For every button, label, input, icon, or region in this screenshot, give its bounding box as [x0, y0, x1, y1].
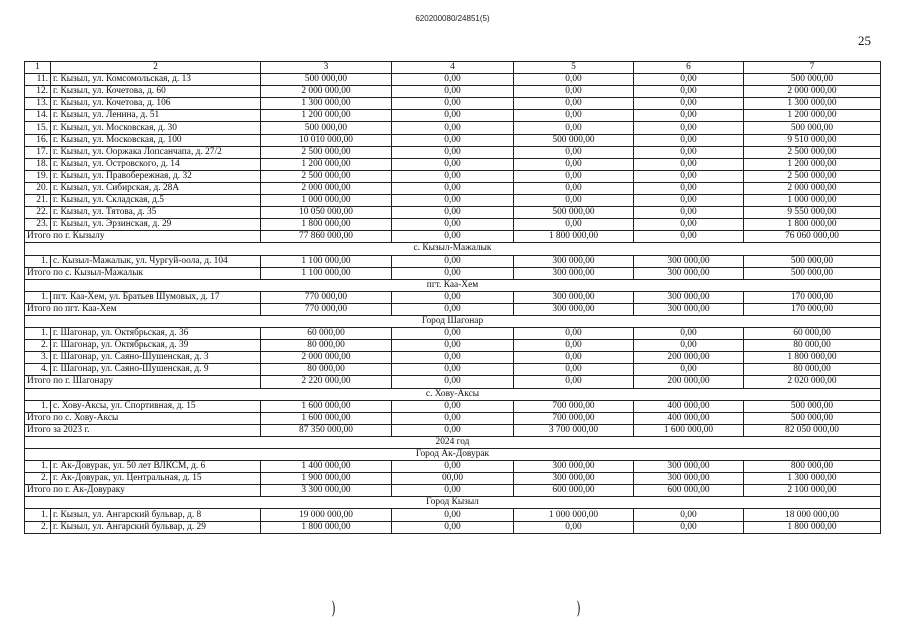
- amount-cell: 400 000,00: [634, 400, 744, 412]
- amount-cell: 500 000,00: [744, 74, 881, 86]
- amount-cell: 0,00: [392, 485, 514, 497]
- table-row: [25, 219, 881, 231]
- amount-cell: 1 200 000,00: [261, 110, 392, 122]
- table-row: [25, 461, 881, 473]
- amount-cell: 0,00: [514, 110, 634, 122]
- section-header-row: [25, 315, 881, 327]
- row-number: 1.: [25, 255, 51, 267]
- section-header-row: [25, 497, 881, 509]
- amount-cell: 2 000 000,00: [261, 86, 392, 98]
- total-label: Итого по с. Кызыл-Мажалык: [25, 267, 261, 279]
- table-row: [25, 352, 881, 364]
- amount-cell: 400 000,00: [634, 412, 744, 424]
- amount-cell: 300 000,00: [634, 291, 744, 303]
- section-header-row: [25, 436, 881, 448]
- row-number: 21.: [25, 195, 51, 207]
- table-row: [25, 195, 881, 207]
- footer-marks: [0, 598, 905, 628]
- amount-cell: 0,00: [634, 207, 744, 219]
- amount-cell: 2 000 000,00: [261, 352, 392, 364]
- total-label: Итого по г. Шагонару: [25, 376, 261, 388]
- address-cell: г. Кызыл, ул. Московская, д. 100: [51, 134, 261, 146]
- address-cell: г. Кызыл, ул. Ангарский бульвар, д. 29: [51, 521, 261, 533]
- row-number: 15.: [25, 122, 51, 134]
- total-row: [25, 267, 881, 279]
- address-cell: г. Шагонар, ул. Октябрьская, д. 36: [51, 328, 261, 340]
- total-row: [25, 424, 881, 436]
- address-cell: г. Кызыл, ул. Ленина, д. 51: [51, 110, 261, 122]
- amount-cell: 600 000,00: [634, 485, 744, 497]
- handwritten-mark: ): [576, 598, 581, 619]
- amount-cell: 0,00: [634, 231, 744, 243]
- amount-cell: 0,00: [634, 98, 744, 110]
- amount-cell: 0,00: [634, 521, 744, 533]
- amount-cell: 500 000,00: [514, 207, 634, 219]
- header-cell: 1: [25, 62, 51, 74]
- amount-cell: 0,00: [392, 424, 514, 436]
- amount-cell: 0,00: [392, 364, 514, 376]
- row-number: 1.: [25, 509, 51, 521]
- amount-cell: 0,00: [514, 340, 634, 352]
- amount-cell: 0,00: [392, 98, 514, 110]
- total-row: [25, 231, 881, 243]
- table-row: [25, 291, 881, 303]
- amount-cell: 0,00: [392, 182, 514, 194]
- amount-cell: 2 220 000,00: [261, 376, 392, 388]
- amount-cell: 0,00: [392, 231, 514, 243]
- amount-cell: 0,00: [514, 98, 634, 110]
- total-row: [25, 412, 881, 424]
- amount-cell: 0,00: [634, 364, 744, 376]
- amount-cell: 2 000 000,00: [744, 182, 881, 194]
- amount-cell: 0,00: [514, 195, 634, 207]
- row-number: 1.: [25, 291, 51, 303]
- amount-cell: 1 600 000,00: [261, 412, 392, 424]
- amount-cell: 500 000,00: [744, 412, 881, 424]
- row-number: 2.: [25, 473, 51, 485]
- table-row: [25, 110, 881, 122]
- amount-cell: 200 000,00: [634, 376, 744, 388]
- table-row: [25, 122, 881, 134]
- amount-cell: 9 510 000,00: [744, 134, 881, 146]
- section-title: Город Ак-Довурак: [25, 449, 881, 461]
- total-label: Итого за 2023 г.: [25, 424, 261, 436]
- table-row: [25, 98, 881, 110]
- section-title: с. Хову-Аксы: [25, 388, 881, 400]
- amount-cell: 0,00: [392, 412, 514, 424]
- row-number: 19.: [25, 170, 51, 182]
- amount-cell: 82 050 000,00: [744, 424, 881, 436]
- amount-cell: 0,00: [514, 158, 634, 170]
- table-row: [25, 158, 881, 170]
- amount-cell: 500 000,00: [744, 267, 881, 279]
- amount-cell: 2 000 000,00: [744, 86, 881, 98]
- amount-cell: 770 000,00: [261, 291, 392, 303]
- amount-cell: 0,00: [392, 328, 514, 340]
- amount-cell: 0,00: [634, 509, 744, 521]
- amount-cell: 500 000,00: [744, 400, 881, 412]
- amount-cell: 3 700 000,00: [514, 424, 634, 436]
- amount-cell: 2 500 000,00: [261, 146, 392, 158]
- amount-cell: 170 000,00: [744, 291, 881, 303]
- amount-cell: 0,00: [392, 376, 514, 388]
- header-cell: 3: [261, 62, 392, 74]
- address-cell: г. Шагонар, ул. Октябрьская, д. 39: [51, 340, 261, 352]
- amount-cell: 0,00: [514, 376, 634, 388]
- address-cell: г. Кызыл, ул. Московская, д. 30: [51, 122, 261, 134]
- table-row: [25, 134, 881, 146]
- amount-cell: 0,00: [392, 170, 514, 182]
- table-row: [25, 207, 881, 219]
- amount-cell: 60 000,00: [261, 328, 392, 340]
- table-body: [25, 62, 881, 534]
- amount-cell: 0,00: [634, 134, 744, 146]
- amount-cell: 0,00: [392, 74, 514, 86]
- amount-cell: 10 050 000,00: [261, 207, 392, 219]
- amount-cell: 0,00: [392, 303, 514, 315]
- section-header-row: [25, 388, 881, 400]
- amount-cell: 2 500 000,00: [261, 170, 392, 182]
- amount-cell: 77 860 000,00: [261, 231, 392, 243]
- address-cell: с. Кызыл-Мажалык, ул. Чургуй-оола, д. 104: [51, 255, 261, 267]
- row-number: 17.: [25, 146, 51, 158]
- address-cell: г. Кызыл, ул. Кочетова, д. 106: [51, 98, 261, 110]
- amount-cell: 2 000 000,00: [261, 182, 392, 194]
- amount-cell: 2 100 000,00: [744, 485, 881, 497]
- amount-cell: 300 000,00: [634, 303, 744, 315]
- amount-cell: 0,00: [392, 352, 514, 364]
- row-number: 4.: [25, 364, 51, 376]
- amount-cell: 2 020 000,00: [744, 376, 881, 388]
- amount-cell: 0,00: [392, 207, 514, 219]
- amount-cell: 300 000,00: [634, 473, 744, 485]
- amount-cell: 0,00: [392, 122, 514, 134]
- total-label: Итого по пгт. Каа-Хем: [25, 303, 261, 315]
- amount-cell: 0,00: [392, 146, 514, 158]
- amount-cell: 0,00: [514, 86, 634, 98]
- address-cell: г. Шагонар, ул. Саяно-Шушенская, д. 9: [51, 364, 261, 376]
- row-number: 2.: [25, 521, 51, 533]
- amount-cell: 80 000,00: [744, 364, 881, 376]
- amount-cell: 300 000,00: [514, 473, 634, 485]
- address-cell: г. Шагонар, ул. Саяно-Шушенская, д. 3: [51, 352, 261, 364]
- amount-cell: 0,00: [392, 521, 514, 533]
- header-row: [25, 62, 881, 74]
- amount-cell: 1 100 000,00: [261, 267, 392, 279]
- total-label: Итого по с. Хову-Аксы: [25, 412, 261, 424]
- header-cell: 2: [51, 62, 261, 74]
- address-cell: г. Кызыл, ул. Ооржака Лопсанчапа, д. 27/2: [51, 146, 261, 158]
- amount-cell: 0,00: [392, 134, 514, 146]
- amount-cell: 1 300 000,00: [744, 473, 881, 485]
- amount-cell: 0,00: [392, 110, 514, 122]
- section-title: Город Кызыл: [25, 497, 881, 509]
- amount-cell: 18 000 000,00: [744, 509, 881, 521]
- amount-cell: 300 000,00: [514, 255, 634, 267]
- section-header-row: [25, 279, 881, 291]
- amount-cell: 2 500 000,00: [744, 170, 881, 182]
- header-cell: 4: [392, 62, 514, 74]
- amount-cell: 300 000,00: [514, 461, 634, 473]
- address-cell: г. Кызыл, ул. Кочетова, д. 60: [51, 86, 261, 98]
- amount-cell: 0,00: [392, 158, 514, 170]
- row-number: 16.: [25, 134, 51, 146]
- row-number: 1.: [25, 328, 51, 340]
- amount-cell: 0,00: [392, 219, 514, 231]
- amount-cell: 300 000,00: [634, 267, 744, 279]
- header-cell: 5: [514, 62, 634, 74]
- address-cell: г. Ак-Довурак, ул. 50 лет ВЛКСМ, д. 6: [51, 461, 261, 473]
- table-row: [25, 74, 881, 86]
- row-number: 11.: [25, 74, 51, 86]
- row-number: 22.: [25, 207, 51, 219]
- table-row: [25, 509, 881, 521]
- amount-cell: 0,00: [634, 74, 744, 86]
- row-number: 18.: [25, 158, 51, 170]
- amount-cell: 1 800 000,00: [744, 521, 881, 533]
- amount-cell: 300 000,00: [514, 303, 634, 315]
- amount-cell: 200 000,00: [634, 352, 744, 364]
- amount-cell: 770 000,00: [261, 303, 392, 315]
- row-number: 13.: [25, 98, 51, 110]
- amount-cell: 00,00: [392, 473, 514, 485]
- amount-cell: 1 100 000,00: [261, 255, 392, 267]
- amount-cell: 0,00: [392, 291, 514, 303]
- amount-cell: 80 000,00: [744, 340, 881, 352]
- amount-cell: 1 300 000,00: [744, 98, 881, 110]
- amount-cell: 1 800 000,00: [514, 231, 634, 243]
- amount-cell: 1 800 000,00: [744, 219, 881, 231]
- amount-cell: 800 000,00: [744, 461, 881, 473]
- amount-cell: 19 000 000,00: [261, 509, 392, 521]
- amount-cell: 2 500 000,00: [744, 146, 881, 158]
- amount-cell: 1 200 000,00: [744, 158, 881, 170]
- address-cell: г. Кызыл, ул. Ангарский бульвар, д. 8: [51, 509, 261, 521]
- amount-cell: 0,00: [514, 170, 634, 182]
- amount-cell: 0,00: [392, 400, 514, 412]
- table-row: [25, 255, 881, 267]
- table-row: [25, 170, 881, 182]
- handwritten-mark: ): [331, 598, 336, 619]
- amount-cell: 0,00: [392, 461, 514, 473]
- address-cell: г. Ак-Довурак, ул. Центральная, д. 15: [51, 473, 261, 485]
- amount-cell: 0,00: [514, 74, 634, 86]
- section-title: пгт. Каа-Хем: [25, 279, 881, 291]
- amount-cell: 10 010 000,00: [261, 134, 392, 146]
- amount-cell: 500 000,00: [261, 122, 392, 134]
- row-number: 14.: [25, 110, 51, 122]
- address-cell: г. Кызыл, ул. Тятова, д. 35: [51, 207, 261, 219]
- page-number: 25: [858, 33, 871, 48]
- amount-cell: 700 000,00: [514, 400, 634, 412]
- amount-cell: 0,00: [392, 86, 514, 98]
- amount-cell: 1 800 000,00: [744, 352, 881, 364]
- address-cell: г. Кызыл, ул. Правобережная, д. 32: [51, 170, 261, 182]
- amount-cell: 500 000,00: [514, 134, 634, 146]
- amount-cell: 80 000,00: [261, 364, 392, 376]
- amount-cell: 0,00: [634, 110, 744, 122]
- amount-cell: 1 300 000,00: [261, 98, 392, 110]
- address-cell: пгт. Каа-Хем, ул. Братьев Шумовых, д. 17: [51, 291, 261, 303]
- amount-cell: 500 000,00: [744, 122, 881, 134]
- address-cell: г. Кызыл, ул. Комсомольская, д. 13: [51, 74, 261, 86]
- amount-cell: 0,00: [514, 364, 634, 376]
- total-row: [25, 485, 881, 497]
- amount-cell: 300 000,00: [514, 291, 634, 303]
- row-number: 1.: [25, 461, 51, 473]
- header-cell: 7: [744, 62, 881, 74]
- amount-cell: 9 550 000,00: [744, 207, 881, 219]
- amount-cell: 300 000,00: [514, 267, 634, 279]
- document-id: 620200080/24851(5): [415, 14, 490, 23]
- amount-cell: 1 200 000,00: [744, 110, 881, 122]
- amount-cell: 60 000,00: [744, 328, 881, 340]
- section-title: с. Кызыл-Мажалык: [25, 243, 881, 255]
- section-header-row: [25, 243, 881, 255]
- total-label: Итого по г. Ак-Довураку: [25, 485, 261, 497]
- amount-cell: 0,00: [514, 182, 634, 194]
- amount-cell: 0,00: [634, 86, 744, 98]
- row-number: 12.: [25, 86, 51, 98]
- amount-cell: 1 800 000,00: [261, 521, 392, 533]
- amount-cell: 3 300 000,00: [261, 485, 392, 497]
- address-cell: г. Кызыл, ул. Складская, д.5: [51, 195, 261, 207]
- amount-cell: 1 000 000,00: [261, 195, 392, 207]
- address-cell: г. Кызыл, ул. Островского, д. 14: [51, 158, 261, 170]
- amount-cell: 0,00: [634, 122, 744, 134]
- row-number: 1.: [25, 400, 51, 412]
- amount-cell: 0,00: [392, 195, 514, 207]
- header-cell: 6: [634, 62, 744, 74]
- table-row: [25, 364, 881, 376]
- amount-cell: 700 000,00: [514, 412, 634, 424]
- amount-cell: 0,00: [634, 219, 744, 231]
- amount-cell: 0,00: [514, 146, 634, 158]
- amount-cell: 0,00: [514, 328, 634, 340]
- budget-table: [24, 61, 881, 534]
- amount-cell: 80 000,00: [261, 340, 392, 352]
- amount-cell: 0,00: [514, 122, 634, 134]
- amount-cell: 1 900 000,00: [261, 473, 392, 485]
- amount-cell: 1 800 000,00: [261, 219, 392, 231]
- amount-cell: 1 000 000,00: [514, 509, 634, 521]
- row-number: 20.: [25, 182, 51, 194]
- amount-cell: 0,00: [634, 182, 744, 194]
- amount-cell: 300 000,00: [634, 461, 744, 473]
- table-row: [25, 521, 881, 533]
- amount-cell: 600 000,00: [514, 485, 634, 497]
- table-row: [25, 182, 881, 194]
- row-number: 23.: [25, 219, 51, 231]
- amount-cell: 0,00: [392, 340, 514, 352]
- table-row: [25, 86, 881, 98]
- amount-cell: 300 000,00: [634, 255, 744, 267]
- amount-cell: 0,00: [634, 340, 744, 352]
- address-cell: с. Хову-Аксы, ул. Спортивная, д. 15: [51, 400, 261, 412]
- amount-cell: 0,00: [514, 521, 634, 533]
- total-row: [25, 303, 881, 315]
- table-row: [25, 146, 881, 158]
- section-title: Город Шагонар: [25, 315, 881, 327]
- amount-cell: 500 000,00: [261, 74, 392, 86]
- amount-cell: 0,00: [514, 352, 634, 364]
- table-row: [25, 340, 881, 352]
- amount-cell: 0,00: [514, 219, 634, 231]
- address-cell: г. Кызыл, ул. Эрзинская, д. 29: [51, 219, 261, 231]
- section-title: 2024 год: [25, 436, 881, 448]
- table-row: [25, 400, 881, 412]
- amount-cell: 170 000,00: [744, 303, 881, 315]
- amount-cell: 0,00: [634, 170, 744, 182]
- amount-cell: 0,00: [392, 509, 514, 521]
- amount-cell: 0,00: [392, 255, 514, 267]
- row-number: 2.: [25, 340, 51, 352]
- table-row: [25, 328, 881, 340]
- total-label: Итого по г. Кызылу: [25, 231, 261, 243]
- section-header-row: [25, 449, 881, 461]
- amount-cell: 0,00: [634, 195, 744, 207]
- total-row: [25, 376, 881, 388]
- amount-cell: 1 400 000,00: [261, 461, 392, 473]
- amount-cell: 1 600 000,00: [634, 424, 744, 436]
- amount-cell: 0,00: [634, 146, 744, 158]
- amount-cell: 87 350 000,00: [261, 424, 392, 436]
- row-number: 3.: [25, 352, 51, 364]
- amount-cell: 0,00: [634, 328, 744, 340]
- amount-cell: 0,00: [392, 267, 514, 279]
- amount-cell: 1 600 000,00: [261, 400, 392, 412]
- amount-cell: 500 000,00: [744, 255, 881, 267]
- address-cell: г. Кызыл, ул. Сибирская, д. 28А: [51, 182, 261, 194]
- amount-cell: 1 200 000,00: [261, 158, 392, 170]
- table-row: [25, 473, 881, 485]
- amount-cell: 1 000 000,00: [744, 195, 881, 207]
- amount-cell: 76 060 000,00: [744, 231, 881, 243]
- amount-cell: 0,00: [634, 158, 744, 170]
